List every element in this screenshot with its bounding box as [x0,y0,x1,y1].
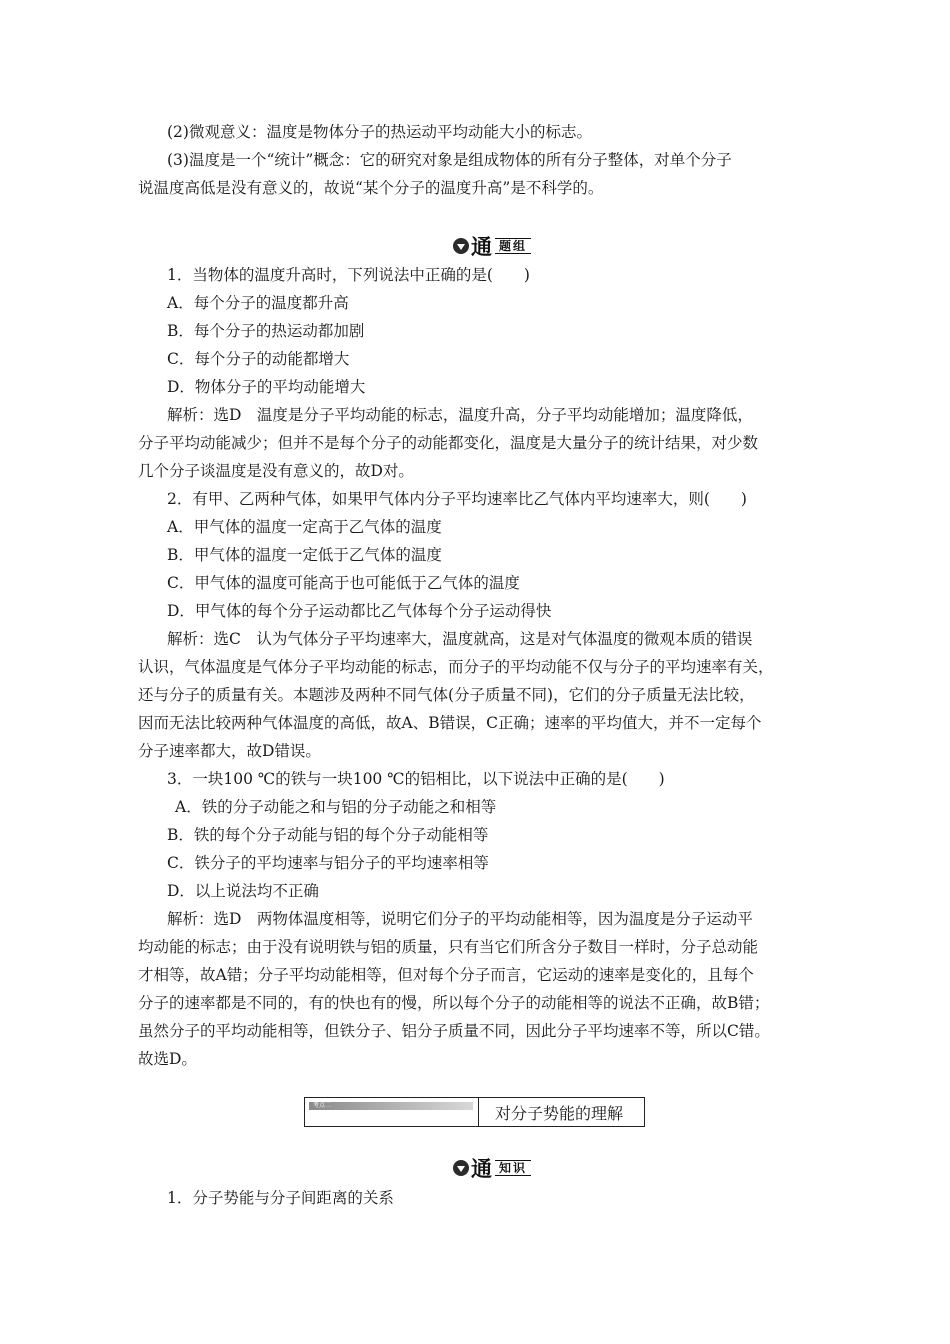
q3-option-d: D．以上说法均不正确 [167,882,319,900]
badge-big-char: 通 [471,1157,493,1181]
q3-option-a: A．铁的分子动能之和与铝的分子动能之和相等 [175,798,497,816]
triangle-down-icon [453,1160,469,1176]
q3-analysis-line-1: 解析：选D 两物体温度相等，说明它们分子的平均动能相等，因为温度是分子运动平 [167,910,753,928]
q3-option-c: C．铁分子的平均速率与铝分子的平均速率相等 [167,854,489,872]
q2-stem: 2．有甲、乙两种气体，如果甲气体内分子平均速率比乙气体内平均速率大，则( ) [167,490,747,508]
section-title: 对分子势能的理解 [495,1103,624,1123]
q2-analysis-line-5: 分子速率都大，故D错误。 [138,742,321,760]
q3-analysis-line-6: 故选D。 [138,1050,197,1068]
badge-big-char: 通 [471,235,493,259]
q1-option-b: B．每个分子的热运动都加剧 [167,322,365,340]
q3-analysis-line-4: 分子的速率都是不同的，有的快也有的慢，所以每个分子的动能相等的说法不正确，故B错； [138,994,770,1012]
q2-option-d: D．甲气体的每个分子运动都比乙气体每个分子运动得快 [167,602,552,620]
q1-analysis-line-1: 解析：选D 温度是分子平均动能的标志，温度升高，分子平均动能增加；温度降低， [167,406,753,424]
section-header-box [304,1097,645,1127]
section-tag-bar [309,1102,473,1110]
q1-analysis-line-2: 分子平均动能减少；但并不是每个分子的动能都变化，温度是大量分子的统计结果，对少数 [138,434,759,452]
q2-analysis-line-2: 认识，气体温度是气体分子平均动能的标志，而分子的平均动能不仅与分子的平均速率有关， [138,658,774,676]
q3-stem: 3．一块100 ℃的铁与一块100 ℃的铝相比，以下说法中正确的是( ) [167,770,665,788]
q2-analysis-line-4: 因而无法比较两种气体温度的高低，故A、B错误，C正确；速率的平均值大，并不一定每个 [138,714,762,732]
q1-analysis-line-3: 几个分子谈温度是没有意义的，故D对。 [138,462,414,480]
badge-small-text: 题组 [495,238,531,254]
badge-small-text: 知识 [495,1160,531,1176]
q3-analysis-line-2: 均动能的标志；由于没有说明铁与铝的质量，只有当它们所含分子数目一样时，分子总动能 [138,938,759,956]
q2-analysis-line-1: 解析：选C 认为气体分子平均速率大，温度就高，这是对气体温度的微观本质的错误 [167,630,753,648]
q1-option-d: D．物体分子的平均动能增大 [167,378,366,396]
q2-analysis-line-3: 还与分子的质量有关。本题涉及两种不同气体(分子质量不同)，它们的分子质量无法比较， [138,686,755,704]
q2-option-c: C．甲气体的温度可能高于也可能低于乙气体的温度 [167,574,520,592]
intro-line-2: (3)温度是一个“统计”概念：它的研究对象是组成物体的所有分子整体，对单个分子 [167,151,732,169]
q1-option-a: A．每个分子的温度都升高 [167,294,349,312]
q1-option-c: C．每个分子的动能都增大 [167,350,350,368]
section-tag-cell [305,1098,479,1126]
q3-analysis-line-3: 才相等，故A错；分子平均动能相等，但对每个分子而言，它运动的速率是变化的，且每个 [138,966,754,984]
final-heading: 1．分子势能与分子间距离的关系 [167,1189,394,1207]
intro-line-3: 说温度高低是没有意义的，故说“某个分子的温度升高”是不科学的。 [138,179,604,197]
badge-knowledge [453,1157,531,1181]
intro-line-1: (2)微观意义：温度是物体分子的热运动平均动能大小的标志。 [167,123,592,141]
q2-option-a: A．甲气体的温度一定高于乙气体的温度 [167,518,442,536]
q1-stem: 1．当物体的温度升高时，下列说法中正确的是( ) [167,266,530,284]
q3-analysis-line-5: 虽然分子的平均动能相等，但铁分子、铝分子质量不同，因此分子平均速率不等，所以C错。 [138,1022,770,1040]
triangle-down-icon [453,238,469,254]
q2-option-b: B．甲气体的温度一定低于乙气体的温度 [167,546,442,564]
q3-option-b: B．铁的每个分子动能与铝的每个分子动能相等 [167,826,489,844]
badge-question-group [453,235,531,259]
section-tag-label: 考点二 [313,1102,332,1109]
